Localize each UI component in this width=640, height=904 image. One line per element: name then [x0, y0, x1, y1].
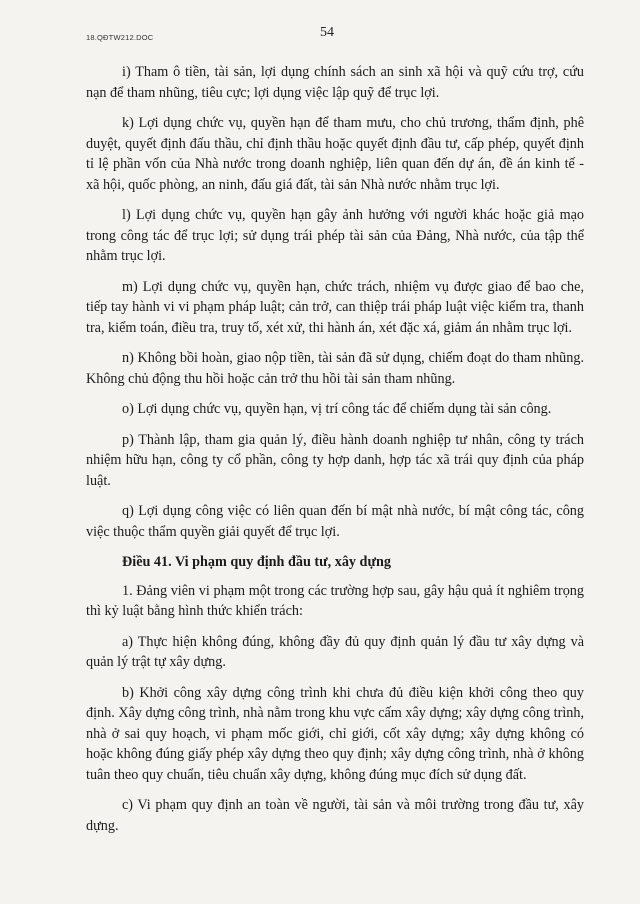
paragraph-a: a) Thực hiện không đúng, không đầy đủ quy định quản lý đầu tư xây dựng và quản lý trật tự xây dựng.: [86, 633, 584, 670]
document-body: [86, 62, 584, 846]
paragraph-i: i) Tham ô tiền, tài sản, lợi dụng chính sách an sinh xã hội và quỹ cứu trợ, cứu nạn để tham nhũng, tiêu cực; lợi dụng việc lập quỹ để trục lợi.: [86, 64, 584, 101]
paragraph-p: p) Thành lập, tham gia quản lý, điều hành doanh nghiệp tư nhân, công ty trách nhiệm hữu hạn, công ty cổ phần, công ty hợp danh, hợp tác xã trái quy định của pháp luật.: [86, 431, 584, 489]
paragraph-c: c) Vi phạm quy định an toàn về người, tài sản và môi trường trong đầu tư, xây dựng.: [86, 797, 584, 834]
paragraph-n: n) Không bồi hoàn, giao nộp tiền, tài sản đã sử dụng, chiếm đoạt do tham nhũng. Không chủ động thu hồi hoặc cản trở thu hồi tài sản tham nhũng.: [86, 350, 584, 387]
paragraph-k: k) Lợi dụng chức vụ, quyền hạn để tham mưu, cho chủ trương, thẩm định, phê duyệt, quyết định đấu thầu, chỉ định thầu hoặc quyết định đầu tư, cấp phép, quyết định tỉ lệ phần vốn của Nhà nước trong doanh nghiệp, liên quan đến dự án, đề án kinh tế - xã hội, quốc phòng, an ninh, đấu giá đất, tài sản Nhà nước nhằm trục lợi.: [86, 115, 584, 193]
article-heading: Điều 41. Vi phạm quy định đầu tư, xây dựng: [122, 554, 391, 570]
paragraph-m: m) Lợi dụng chức vụ, quyền hạn, chức trách, nhiệm vụ được giao để bao che, tiếp tay hành vi vi phạm pháp luật; cản trở, can thiệp trái pháp luật việc kiểm tra, thanh tra, kiểm toán, điều tra, truy tố, xét xử, thi hành án, xét đặc xá, giảm án nhằm trục lợi.: [86, 278, 584, 336]
paragraph-b: b) Khởi công xây dựng công trình khi chưa đủ điều kiện khởi công theo quy định. Xây dựng công trình, nhà nằm trong khu vực cấm xây dựng; xây dựng công trình, nhà ở sai quy hoạch, vi phạm mốc giới, chỉ giới, cốt xây dựng; xây dựng không có hoặc không đúng giấy phép xây dựng theo quy định; xây dựng công trình, nhà ở không tuân theo quy chuẩn, tiêu chuẩn xây dựng, không đúng mục đích sử dụng đất.: [86, 684, 584, 783]
clause-1: 1. Đảng viên vi phạm một trong các trường hợp sau, gây hậu quả ít nghiêm trọng thì kỷ luật bằng hình thức khiển trách:: [86, 582, 584, 619]
paragraph-l: l) Lợi dụng chức vụ, quyền hạn gây ảnh hưởng với người khác hoặc giả mạo trong công tác để trục lợi; sử dụng trái phép tài sản của Đảng, Nhà nước, của tập thể nhằm trục lợi.: [86, 207, 584, 264]
page-number: 54: [320, 25, 334, 40]
paragraph-q: q) Lợi dụng công việc có liên quan đến bí mật nhà nước, bí mật công tác, công việc thuộc thẩm quyền giải quyết để trục lợi.: [86, 503, 584, 540]
paragraph-o: o) Lợi dụng chức vụ, quyền hạn, vị trí công tác để chiếm dụng tài sản công.: [122, 401, 552, 417]
document-code: 18.QĐTW212.DOC: [86, 33, 154, 42]
